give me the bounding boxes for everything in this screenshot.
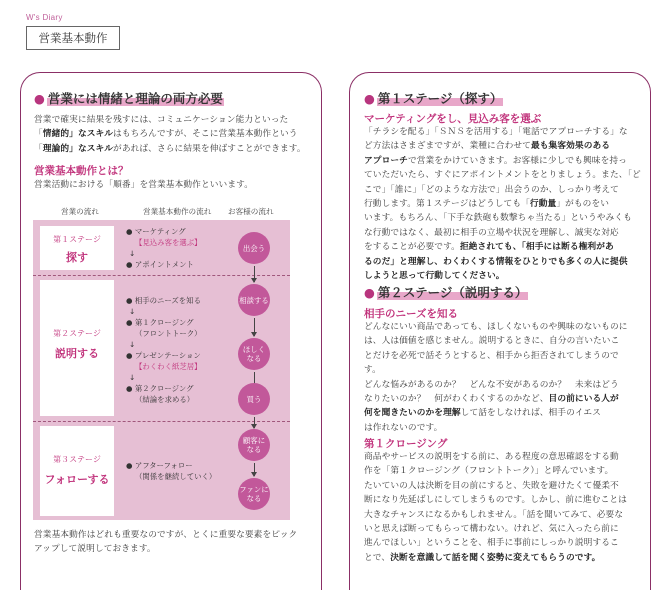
action-item: プレゼンテーション (134, 351, 201, 360)
action-item: 相手のニーズを知る (134, 296, 201, 305)
stage-divider (33, 275, 290, 276)
stage-box-2 (40, 280, 114, 416)
action-item: （結論を求める） (135, 395, 195, 404)
stage-1-items: ● マーケティング 【見込み客を選ぶ】 ↓ ● アポイントメント (126, 227, 202, 269)
stage-name: 探す (66, 251, 88, 264)
left-intro-text (34, 113, 319, 156)
action-item: （フロントトーク） (135, 329, 202, 338)
text-line: どんなにいい商品であっても、ほしくないものや興味のないものに (364, 322, 628, 332)
text-line: います。もちろん、「下手な鉄砲も数撃ちゃ当たる」というやみくも (364, 213, 632, 224)
col-header-action-flow: 営業基本動作の流れ (143, 207, 212, 216)
text-line: をすることが必要です。拒絶されても、「相手には断る権利があ (364, 242, 614, 253)
down-arrow-icon (254, 417, 255, 428)
text-line: ていただいたら、すぐにアポイントメントをとりましょう。また、「ど (364, 170, 641, 181)
customer-step-circle: ほしく なる (238, 338, 270, 370)
text-line: 営業基本動作はどれも重要なのですが、とくに重要な要素をピック (34, 530, 298, 540)
action-item: 第２クロージング (134, 384, 194, 393)
col-header-customer-flow: お客様の流れ (228, 207, 274, 216)
section-title: 営業基本動作 (26, 26, 120, 50)
down-arrow-icon (254, 463, 255, 476)
text-line: とで、決断を意識して話を聞く姿勢に変えてもらうのです。 (364, 552, 601, 563)
text-line: るのだ」と理解し、わくわくする情報をひとりでも多くの人に提供 (364, 256, 628, 267)
customer-step-circle: 顧客に なる (238, 429, 270, 461)
brand-label: W's Diary (26, 13, 63, 22)
text-line: アプローチで営業をかけていきます。お客様に少しでも興味を持っ (364, 155, 627, 166)
needs-heading: 相手のニーズを知る (364, 308, 458, 320)
stage-label: 第２ステージ (53, 329, 101, 338)
col-header-sales-flow: 営業の流れ (61, 207, 99, 216)
text-line: 商品やサービスの説明をする前に、ある程度の意思確認をする動 (364, 452, 619, 462)
text-line: は、人は価値を感じません。説明するときに、自分の言いたいこ (364, 336, 620, 347)
action-item: アポイントメント (134, 260, 194, 269)
text-line: 大きなチャンスになるかもしれません。「話を聞いてみて、必要な (364, 509, 624, 520)
text-line: 「理論的」なスキルがあれば、さらに結果を伸ばすことができます。 (34, 143, 306, 154)
action-item: アフターフォロー (134, 461, 193, 470)
text-line: 進んでほしい」ということを、相手に事前にしっかり説明するこ (364, 538, 619, 549)
marketing-text (364, 125, 651, 283)
text-line: とだけを必死で話そうとすると、相手から拒否されてしまうので (364, 350, 619, 361)
stage1-heading: ● 第１ステージ（探す） (364, 91, 503, 106)
text-line: たいていの人は決断を目の前にすると、失敗を避けたくて優柔不 (364, 480, 619, 491)
needs-text (364, 320, 651, 435)
customer-step-circle: 相談する (238, 284, 270, 316)
left-closing-text (34, 528, 319, 557)
down-arrow-icon (254, 318, 255, 336)
text-line: こで」「誰に」「どのような方法で」出会うのか、しっかり考えて (364, 184, 619, 195)
stage-name: フォローする (44, 473, 110, 486)
text-line: な行動ではなく、最初に相手の立場や状況を理解し、誠実な対応 (364, 227, 619, 238)
text-line: 何を聞きたいのかを理解して話をしなければ、相手のイエス (364, 408, 601, 419)
text-line: 作を「第１クロージング（フロントトーク）」と呼んでいます。 (364, 466, 614, 477)
text-line: アップして説明しておきます。 (34, 544, 156, 555)
stage-box-3 (40, 426, 114, 516)
action-item: 【見込み客を選ぶ】 (135, 238, 202, 247)
text-line: ど方法はさまざまですが、業種に合わせて最も集客効果のある (364, 141, 611, 152)
stage2-heading: ● 第２ステージ（説明する） (364, 285, 528, 300)
down-arrow-icon (254, 266, 255, 282)
action-item: マーケティング (134, 227, 186, 236)
text-line: しようと思って行動してください。 (364, 271, 505, 282)
stage-3-items: ● アフターフォロー （関係を継続していく） (126, 461, 217, 481)
stage-name: 説明する (55, 347, 99, 360)
action-item: 第１クロージング (134, 318, 194, 327)
text-line: なりたいのか？ 何がわくわくするのかなど、目の前にいる人が (364, 394, 619, 405)
action-item: （関係を継続していく） (135, 472, 217, 481)
stage-divider (33, 421, 290, 422)
stage-label: 第１ステージ (53, 235, 101, 244)
text-line: 「チラシを配る」「ＳＮＳを活用する」「電話でアプローチする」な (364, 127, 628, 137)
closing1-heading: 第１クロージング (364, 438, 448, 450)
customer-step-circle: ファンに なる (238, 478, 270, 510)
text-line: いと思えば断ってもらって構わない。けれど、気に入ったら前に (364, 524, 619, 535)
stage-2-items: ● 相手のニーズを知る ↓ ● 第１クロージング （フロントトーク） ↓ ● プレゼンテーション 【わくわく紙芝居】 ↓ ● 第２クロージング （結論を求める） (126, 296, 202, 404)
left-subheading: 営業基本動作とは？ (34, 165, 129, 177)
marketing-heading: マーケティングをし、見込み客を選ぶ (364, 113, 542, 125)
left-sub-text: 営業活動における「順番」を営業基本動作といいます。 (34, 180, 253, 190)
text-line: は作れないのです。 (364, 422, 443, 433)
text-line: 行動します。第１ステージはどうしても「行動量」がものをい (364, 199, 610, 210)
stage-box-1 (40, 226, 114, 270)
customer-step-circle: 買う (238, 383, 270, 415)
closing1-text (364, 450, 651, 565)
customer-step-circle: 出会う (238, 232, 270, 264)
left-heading: ● 営業には情緒と理論の両方必要 (34, 91, 223, 106)
text-line: 営業で確実に結果を残すには、コミュニケーション能力といった (34, 115, 289, 125)
text-line: す。 (364, 365, 381, 376)
text-line: 断になり先延ばしにしてしまうものです。しかし、前に進むことは (364, 495, 627, 506)
text-line: 「情緒的」なスキルはもちろんですが、そこに営業基本動作という (34, 129, 298, 140)
text-line: どんな悩みがあるのか？ どんな不安があるのか？ 未来はどう (364, 379, 619, 390)
action-item: 【わくわく紙芝居】 (135, 362, 202, 371)
stage-label: 第３ステージ (53, 455, 101, 464)
